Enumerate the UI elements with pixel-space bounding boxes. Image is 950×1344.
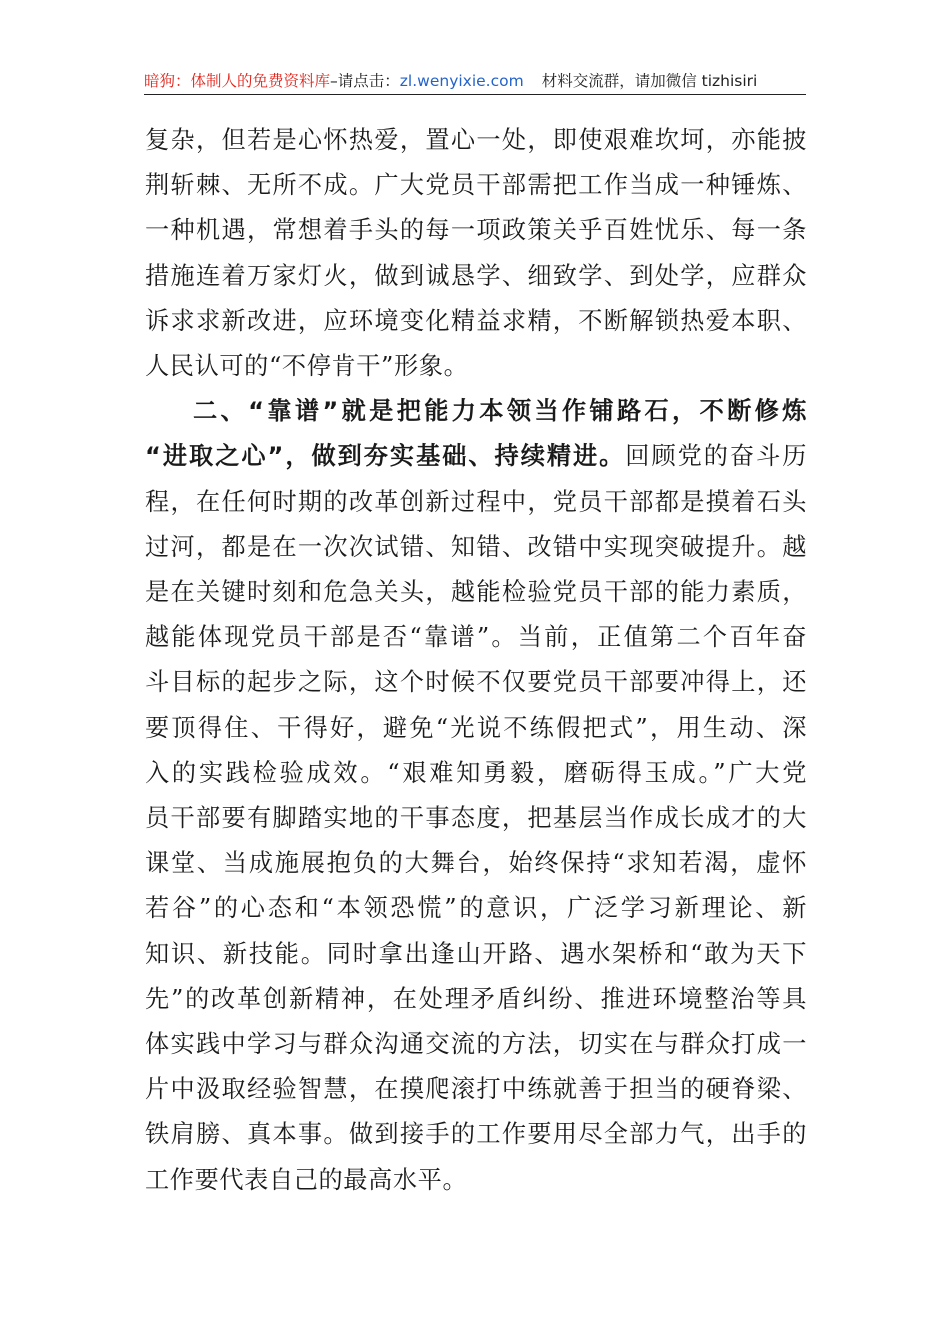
paragraph-line: 复杂，但若是心怀热爱，置心一处，即使艰难坎坷，亦能披 (145, 126, 807, 154)
header-brand: 暗狗：体制人的免费资料库 (144, 72, 331, 90)
paragraph-line (145, 434, 807, 479)
paragraph-line: 片中汲取经验智慧，在摸爬滚打中练就善于担当的硬脊梁、 (145, 1075, 807, 1104)
paragraph-2 (145, 389, 807, 1203)
section-heading-continuation: “进取之心”，做到夯实基础、持续精进。 (145, 442, 626, 471)
paragraph-line: 是在关键时刻和危急关头，越能检验党员干部的能力素质， (145, 578, 807, 607)
paragraph-line: 人民认可的“不停肯干”形象。 (145, 352, 469, 381)
paragraph-line: 荆斩棘、无所不成。广大党员干部需把工作当成一种锤炼、 (145, 171, 807, 200)
paragraph-line: 斗目标的起步之际，这个时候不仅要党员干部要冲得上，还 (145, 668, 807, 697)
paragraph-line: 越能体现党员干部是否“靠谱”。当前，正值第二个百年奋 (145, 623, 807, 652)
paragraph-line: 先”的改革创新精神，在处理矛盾纠纷、推进环境整治等具 (145, 984, 807, 1013)
section-heading: 二、“靠谱”就是把能力本领当作铺路石，不断修炼 (193, 397, 807, 426)
paragraph-line: 课堂、当成施展抱负的大舞台，始终保持“求知若渴，虚怀 (145, 849, 807, 878)
paragraph-text: 回顾党的奋斗历 (625, 442, 807, 471)
paragraph-line: 体实践中学习与群众沟通交流的方法，切实在与群众打成一 (145, 1030, 807, 1059)
document-body (145, 118, 807, 1203)
paragraph-line: 过河，都是在一次次试错、知错、改错中实现突破提升。越 (145, 532, 807, 561)
paragraph-line: 程，在任何时期的改革创新过程中，党员干部都是摸着石头 (145, 487, 807, 516)
paragraph-1 (145, 118, 807, 389)
paragraph-line: 工作要代表自己的最高水平。 (145, 1165, 468, 1194)
paragraph-line: 一种机遇，常想着手头的每一项政策关乎百姓忧乐、每一条 (145, 216, 807, 245)
paragraph-line: 入的实践检验成效。“艰难知勇毅，磨砺得玉成。”广大党 (145, 758, 807, 787)
paragraph-line: 要顶得住、干得好，避免“光说不练假把式”，用生动、深 (145, 713, 807, 742)
paragraph-line: 措施连着万家灯火，做到诚恳学、细致学、到处学，应群众 (145, 261, 807, 290)
paragraph-line: 铁肩膀、真本事。做到接手的工作要用尽全部力气，出手的 (145, 1120, 807, 1149)
page-header (144, 68, 806, 95)
paragraph-line: 知识、新技能。同时拿出逢山开路、遇水架桥和“敢为天下 (145, 939, 807, 968)
header-contact: 材料交流群，请加微信 tizhisiri (541, 72, 758, 90)
header-url-link[interactable]: zl.wenyixie.com (399, 72, 524, 90)
paragraph-line: 若谷”的心态和“本领恐慌”的意识，广泛学习新理论、新 (145, 894, 807, 923)
header-prompt: –请点击： (330, 72, 400, 90)
paragraph-line: 诉求求新改进，应环境变化精益求精，不断解锁热爱本职、 (145, 306, 807, 335)
paragraph-line: 员干部要有脚踏实地的干事态度，把基层当作成长成才的大 (145, 804, 807, 833)
